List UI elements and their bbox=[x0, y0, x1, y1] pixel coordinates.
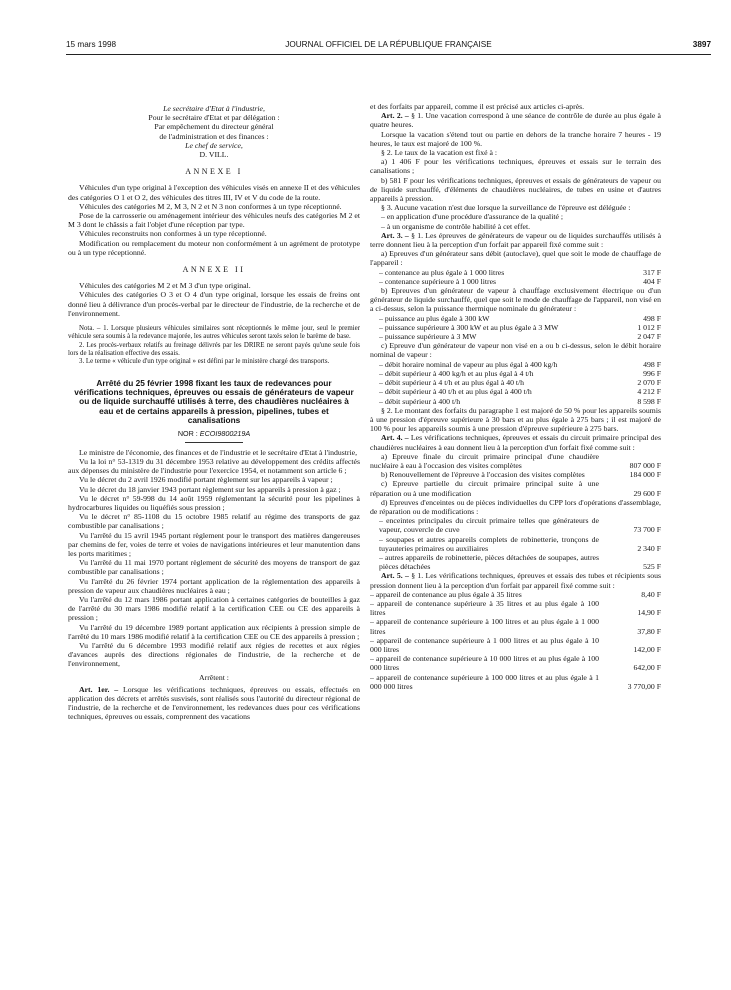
fee-row bbox=[370, 314, 661, 323]
fee-label: – appareil de contenance au plus égale à 35 litres bbox=[370, 589, 522, 599]
fee-amount: 498 F bbox=[643, 313, 661, 323]
signature-line: Le chef de service, bbox=[185, 140, 243, 150]
signature-block bbox=[68, 104, 360, 159]
fee-label: – appareil de contenance supérieure à 10 000 litres et au plus égale à 100 000 litres bbox=[370, 654, 599, 673]
article-4-label: Art. 4. – bbox=[381, 433, 409, 443]
fee-amount: 525 F bbox=[643, 562, 661, 572]
fee-amount: 184 000 F bbox=[629, 470, 661, 480]
arrete-title: Arrêté du 25 février 1998 fixant les taux de redevances pour vérifications techniques, épreuves ou essais de générateurs de vapeur ou de liquide surchauffé utilisés à terre, des chaudières nucléaires à eau et de certains appareils à pression, pipelines, tubes et canalisations bbox=[74, 377, 354, 426]
fee-label: – appareil de contenance supérieure à 1 000 litres et au plus égale à 10 000 litres bbox=[370, 635, 599, 654]
article-5-label: Art. 5. – bbox=[381, 571, 409, 581]
article-1-label: Art. 1er. – bbox=[79, 684, 119, 694]
fee-label: – puissance supérieure à 3 MW bbox=[379, 332, 477, 342]
fee-amount: 2 340 F bbox=[637, 543, 661, 553]
article-2-text: § 1. Une vacation correspond à une séance de contrôle de durée au plus égale à quatre heures. bbox=[370, 111, 661, 130]
article-5-text: § 1. Les vérifications techniques, épreuves et essais des tubes et récipients sous pression donnent lieu à la perception d'un forfait par appareil fixé comme suit : bbox=[370, 571, 661, 590]
fee-amount: 498 F bbox=[643, 359, 661, 369]
article-3-text: § 1. Les épreuves de générateurs de vapeur ou de liquides surchauffés utilisés à terre donnent lieu à la perception d'un forfait par appareil fixé comme suit : bbox=[370, 230, 662, 250]
paragraph: § 2. Le montant des forfaits du paragraphe 1 est majoré de 50 % pour les appareils soumis à une pression d'épreuve supérieure à 30 bars et au plus égale à 275 bars ; il est majoré de 100 % pour les appareils soumis à une pression d'épreuve supérieure à 275 bars. bbox=[370, 405, 661, 434]
signature-line: Pour le secrétaire d'Etat et par délégation : bbox=[148, 113, 280, 123]
fee-amount: 317 F bbox=[643, 267, 661, 277]
fee-row bbox=[370, 378, 661, 387]
fee-label: – débit supérieur à 4 t/h et au plus égal à 40 t/h bbox=[379, 378, 525, 388]
fee-amount: 807 000 F bbox=[629, 460, 661, 470]
fee-label: – autres appareils de robinetterie, pièces détachées de soupapes, autres pièces détachées bbox=[379, 552, 599, 572]
paragraph: § 3. Aucune vacation n'est due lorsque la surveillance de l'épreuve est déléguée : bbox=[381, 203, 631, 213]
notes-block bbox=[68, 325, 360, 366]
annexe-2-title: ANNEXE II bbox=[182, 265, 246, 275]
fee-row bbox=[370, 360, 661, 369]
signature-line: de l'administration et des finances : bbox=[159, 131, 269, 141]
article-3 bbox=[370, 231, 661, 249]
article-1 bbox=[68, 685, 360, 722]
paragraph: b) 581 F pour les vérifications techniques, épreuves et essais de générateurs de vapeur ou de liquide surchauffé, d'éléments de chaudières nucléaires, de tubes en usine et d'autres appareils à pression. bbox=[370, 175, 661, 204]
article-1-text: Lorsque les vérifications techniques, épreuves ou essais, effectués en application des décrets et arrêtés susvisés, sont réalisés sous l'autorité du directeur régional de l'industrie, de la recherche et de l'environnement, les redevances dues pour ces vérifications techniques, épreuves ou essais, comprennent des vacations bbox=[68, 684, 360, 722]
fee-label: – débit horaire nominal de vapeur au plus égal à 400 kg/h bbox=[379, 359, 558, 369]
fee-row bbox=[370, 636, 661, 654]
fee-label: – débit supérieur à 400 kg/h et au plus égal à 4 t/h bbox=[379, 368, 534, 378]
nor-reference bbox=[68, 429, 360, 438]
fee-row bbox=[370, 516, 661, 534]
fee-row bbox=[370, 535, 661, 553]
page-number: 3897 bbox=[692, 40, 711, 49]
journal-title: JOURNAL OFFICIEL DE LA RÉPUBLIQUE FRANÇAISE bbox=[285, 40, 492, 49]
article-3-label: Art. 3. – bbox=[381, 230, 409, 240]
continuation-text: et des forfaits par appareil, comme il est précisé aux articles ci-après. bbox=[370, 102, 585, 111]
note: Nota. – 1. Lorsque plusieurs véhicules similaires sont réceptionnés le même jour, seul le premier véhicule sera soumis à la redevance majorée, les autres véhicules seront taxés selon le barème de base. bbox=[68, 325, 360, 341]
fee-amount: 1 012 F bbox=[637, 322, 661, 332]
paragraph: d) Epreuves d'enceintes ou de pièces individuelles du CPP lors d'opérations d'assemblage, de réparation ou de modifications : bbox=[370, 497, 661, 516]
fee-row bbox=[370, 323, 661, 332]
fee-label: – débit supérieur à 40 t/h et au plus égal à 400 t/h bbox=[379, 387, 532, 397]
left-column bbox=[68, 104, 360, 722]
fee-row bbox=[370, 599, 661, 617]
fee-label: – soupapes et autres appareils complets de robinetterie, tronçons de tuyauteries primaires ou auxiliaires bbox=[379, 534, 599, 553]
annexe-paragraph: Véhicules des catégories M 2, M 3, N 2 et N 3 non conformes à un type réceptionné. bbox=[79, 201, 342, 211]
note: 2. Les procès-verbaux relatifs au freinage délivrés par les DRIRE ne seront payés qu'une seule fois lors de la réalisation effective des essais. bbox=[68, 341, 360, 357]
article-2-label: Art. 2. – bbox=[381, 111, 409, 121]
fee-label: – enceintes principales du circuit primaire telles que générateurs de vapeur, couvercle de cuve bbox=[379, 516, 599, 535]
fee-amount: 14,90 F bbox=[637, 608, 661, 618]
annexe-paragraph: Modification ou remplacement du moteur non conformément à un agrément de prototype ou à un type réceptionné. bbox=[68, 238, 360, 257]
note: 3. Le terme « véhicule d'un type original » est défini par le ministère chargé des transports. bbox=[79, 358, 330, 366]
fee-amount: 2 047 F bbox=[637, 332, 661, 342]
fee-amount: 8,40 F bbox=[641, 589, 661, 599]
fee-row bbox=[370, 617, 661, 635]
signature-line: Par empêchement du directeur général bbox=[154, 122, 274, 132]
fee-row bbox=[370, 479, 661, 497]
header-rule bbox=[66, 54, 711, 55]
considerant: Le ministre de l'économie, des finances et de l'industrie et le secrétaire d'Etat à l'industrie, bbox=[79, 447, 358, 457]
header-date: 15 mars 1998 bbox=[66, 40, 117, 49]
fee-label: – puissance supérieure à 300 kW et au plus égale à 3 MW bbox=[379, 322, 559, 332]
considerant: Vu le décret n° 85-1108 du 15 octobre 1985 relatif au régime des transports de gaz combustible par canalisations ; bbox=[68, 512, 360, 531]
article-5 bbox=[370, 571, 661, 589]
fee-amount: 2 070 F bbox=[637, 378, 661, 388]
considerant: Vu le décret du 2 avril 1926 modifié portant règlement sur les appareils à vapeur ; bbox=[79, 475, 333, 485]
annexe-paragraph: Véhicules d'un type original à l'exception des véhicules visés en annexe II et des véhicules des catégories O 1 et O 2, des véhicules des titres III, IV et V du code de la route. bbox=[68, 183, 360, 202]
fee-amount: 142,00 F bbox=[633, 644, 661, 654]
paragraph: c) Epreuve d'un générateur de vapeur non visé en a ou b ci-dessus, selon le débit horaire nominal de vapeur : bbox=[370, 341, 661, 360]
article-4 bbox=[370, 433, 661, 451]
right-column bbox=[370, 102, 661, 691]
nor-label: NOR : bbox=[177, 428, 198, 438]
fee-row bbox=[370, 332, 661, 341]
considerant: Vu l'arrêté du 12 mars 1986 portant application à certaines catégories de bouteilles à gaz de l'arrêté du 30 mars 1986 modifié relatif à la certification CEE ou CE des appareils à pression ; bbox=[68, 595, 360, 623]
fee-row bbox=[370, 470, 661, 479]
annexe-paragraph: Véhicules reconstruits non conformes à un type réceptionné. bbox=[79, 229, 267, 239]
arretent: Arrêtent : bbox=[199, 672, 229, 682]
fee-row bbox=[370, 369, 661, 378]
fee-label: a) Epreuve finale du circuit primaire principal d'une chaudière nucléaire à eau à l'occasion des visites complètes bbox=[370, 451, 599, 470]
annexe-1-title: ANNEXE I bbox=[185, 167, 243, 177]
signature-line: Le secrétaire d'Etat à l'industrie, bbox=[163, 104, 265, 113]
fee-amount: 37,80 F bbox=[637, 626, 661, 636]
fee-row bbox=[370, 387, 661, 396]
annexe-paragraph: Véhicules des catégories M 2 et M 3 d'un type original. bbox=[79, 281, 251, 291]
fee-row bbox=[370, 673, 661, 691]
dash-item: – en application d'une procédure d'assurance de la qualité ; bbox=[381, 212, 564, 222]
article-4-text: Les vérifications techniques, épreuves et essais du circuit primaire principal des chaudières nucléaires à eau donnent lieu à la perception d'un forfait fixé comme suit : bbox=[370, 433, 661, 452]
fee-amount: 404 F bbox=[643, 276, 661, 286]
fee-row bbox=[370, 277, 661, 286]
considerant: Vu l'arrêté du 11 mai 1970 portant règlement de sécurité des moyens de transport de gaz combustible par canalisations ; bbox=[68, 558, 360, 577]
fee-label: – contenance supérieure à 1 000 litres bbox=[379, 276, 497, 286]
fee-label: b) Renouvellement de l'épreuve à l'occasion des visites complètes bbox=[381, 470, 585, 480]
fee-amount: 642,00 F bbox=[633, 663, 661, 673]
nor-code: ECOI9800219A bbox=[199, 428, 251, 438]
considerant: Vu l'arrêté du 15 avril 1945 portant règlement pour le transport des matières dangereuses par chemins de fer, voies de terre et voies de navigations intérieures et leur manutention dans les ports maritimes ; bbox=[68, 530, 360, 559]
page-header bbox=[66, 40, 711, 52]
considerant: Vu le décret du 18 janvier 1943 portant règlement sur les appareils à pression à gaz ; bbox=[79, 484, 341, 494]
fee-row bbox=[370, 452, 661, 470]
annexe-paragraph: Véhicules des catégories O 3 et O 4 d'un type original, lorsque les essais de freins ont donné lieu à délivrance d'un procès-verbal par le directeur de l'industrie, de la recherche et de l'environnement. bbox=[68, 290, 360, 318]
paragraph: § 2. Le taux de la vacation est fixé à : bbox=[381, 148, 497, 158]
signature-line: D. VILL. bbox=[199, 150, 229, 160]
fee-label: – appareil de contenance supérieure à 100 litres et au plus égale à 1 000 litres bbox=[370, 617, 599, 636]
fee-row bbox=[370, 553, 661, 571]
paragraph: b) Epreuves d'un générateur de vapeur à chauffage exclusivement électrique ou d'un générateur de liquide surchauffé, quel que soit le mode de chauffage de l'appareil, non visé en a ci-dessus, selon la puissance thermique nominale du générateur : bbox=[370, 286, 661, 314]
fee-row bbox=[370, 654, 661, 672]
considerant: Vu l'arrêté du 19 décembre 1989 portant application aux récipients à pression simple de l'arrêté du 10 mars 1986 modifié relatif à la certification CEE ou CE des appareils à pression ; bbox=[68, 622, 360, 641]
dash-item: – à un organisme de contrôle habilité à cet effet. bbox=[381, 221, 531, 231]
annexe-paragraph: Pose de la carrosserie ou aménagement intérieur des véhicules neufs des catégories M 2 et M 3 dont le châssis a fait l'objet d'une réception par type. bbox=[68, 211, 360, 230]
considerant: Vu la loi n° 53-1319 du 31 décembre 1953 relative au développement des crédits affectés aux dépenses du ministère de l'industrie pour l'exercice 1954, et notamment son article 6 ; bbox=[68, 456, 360, 476]
considerant: Vu le décret n° 59-998 du 14 août 1959 réglementant la sécurité pour les pipelines à hydrocarbures liquides ou liquéfiés sous pression ; bbox=[68, 493, 360, 512]
fee-amount: 8 598 F bbox=[637, 396, 661, 406]
fee-amount: 996 F bbox=[643, 368, 661, 378]
fee-amount: 4 212 F bbox=[637, 387, 661, 397]
fee-label: – contenance au plus égale à 1 000 litres bbox=[379, 267, 505, 277]
fee-amount: 3 770,00 F bbox=[627, 681, 661, 691]
fee-label: – appareil de contenance supérieure à 35 litres et au plus égale à 100 litres bbox=[370, 598, 599, 618]
fee-amount: 73 700 F bbox=[633, 525, 661, 535]
title-rule bbox=[185, 442, 243, 443]
fee-label: – puissance au plus égale à 300 kW bbox=[379, 313, 490, 323]
considerant: Vu l'arrêté du 6 décembre 1993 modifié relatif aux régies de recettes et aux régies d'avances auprès des directions régionales de l'industrie, de la recherche et de l'environnement, bbox=[68, 641, 360, 669]
fee-row bbox=[370, 590, 661, 599]
paragraph: a) 1 406 F pour les vérifications techniques, épreuves et essais sur le terrain des canalisations ; bbox=[370, 157, 661, 176]
fee-row bbox=[370, 268, 661, 277]
considerant: Vu l'arrêté du 26 février 1974 portant application de la réglementation des appareils à pression de vapeur aux chaudières nucléaires à eau ; bbox=[68, 576, 360, 595]
article-2 bbox=[370, 111, 661, 129]
fee-row bbox=[370, 397, 661, 406]
paragraph: a) Epreuves d'un générateur sans débit (autoclave), quel que soit le mode de chauffage de l'appareil : bbox=[370, 249, 661, 268]
fee-amount: 29 600 F bbox=[633, 488, 661, 498]
paragraph: Lorsque la vacation s'étend tout ou partie en dehors de la tranche horaire 7 heures - 19 heures, le taux est majoré de 100 %. bbox=[370, 129, 661, 148]
fee-label: – débit supérieur à 400 t/h bbox=[379, 396, 461, 406]
fee-label: c) Epreuve partielle du circuit primaire principal suite à une réparation ou à une modification bbox=[370, 479, 599, 498]
fee-label: – appareil de contenance supérieure à 100 000 litres et au plus égale à 1 000 000 litres bbox=[370, 672, 599, 691]
